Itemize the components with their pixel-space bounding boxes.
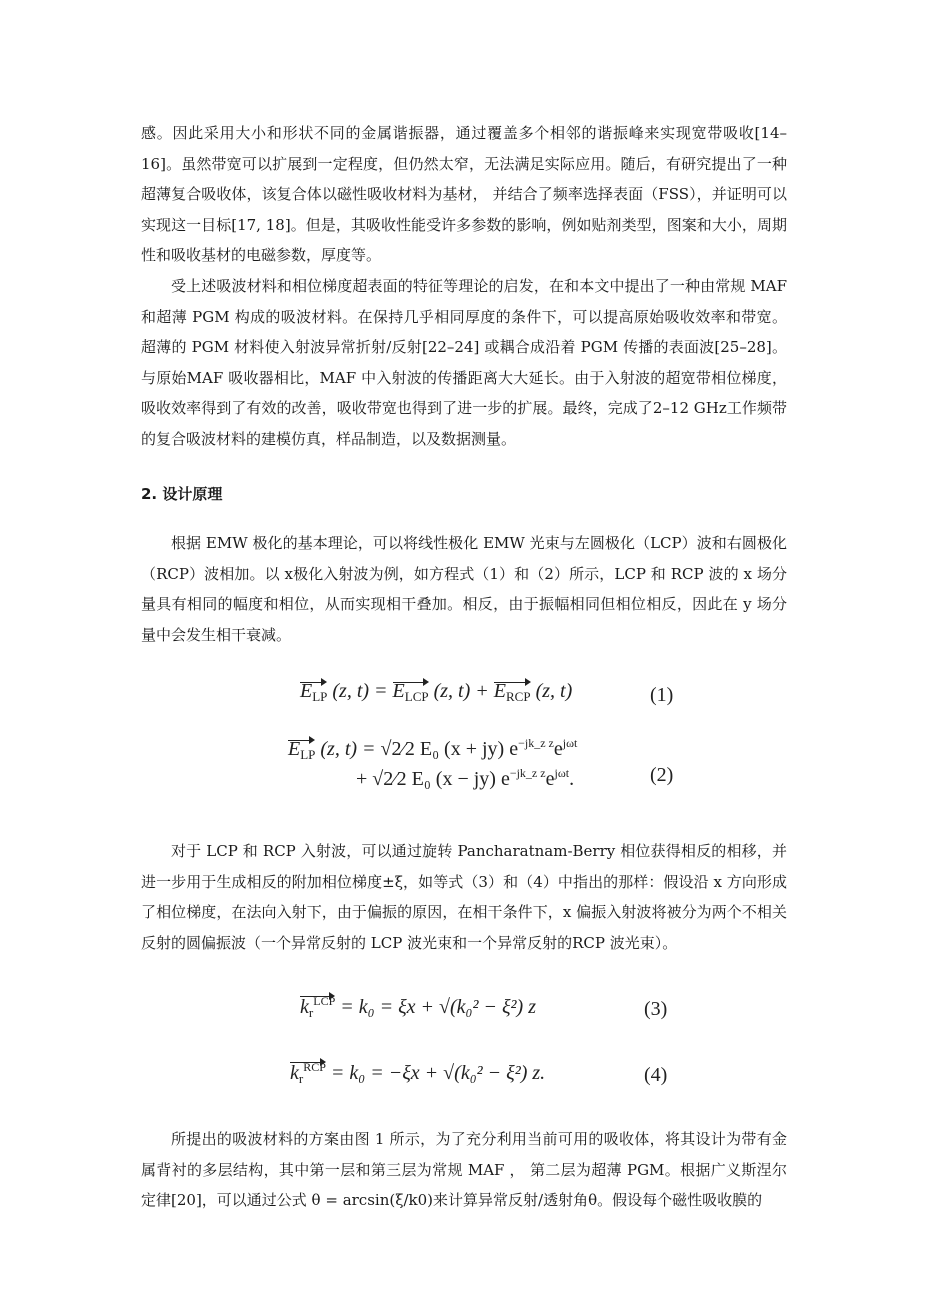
vector-k-r: $k_r^{RCP}$: [290, 1060, 326, 1086]
paragraph-pb-phase: 对于 LCP 和 RCP 入射波，可以通过旋转 Pancharatnam-Berry 相位获得相反的相移，并进一步用于生成相反的附加相位梯度±ξ，如等式（3）和（4）中指出的那样：假设沿 x 方向形成了相位梯度，在法向入射下，由于偏振的原因，在相干条件下，x 偏振入射波将被分为两个不相关反射的圆偏振波（一个异常反射的 LCP 波光束和一个异常反射的RCP 波光束）。: [141, 842, 787, 952]
equation-4-number: (4): [644, 1064, 668, 1086]
paragraph-polarization-theory: 根据 EMW 极化的基本理论，可以将线性极化 EMW 光束与左圆极化（LCP）波和右圆极化（RCP）波相加。以 x极化入射波为例，如方程式（1）和（2）所示，LCP 和 RCP 波的 x 场分量具有相同的幅度和相位，从而实现相干叠加。相反，由于振幅相同但相位相反，因此在 y 场分量中会发生相干衰减。: [141, 534, 787, 644]
vector-k-r: $k_r^{LCP}$: [300, 994, 336, 1020]
vector-e-lp: $E_{LP}$: [288, 738, 316, 762]
equation-2-number: (2): [650, 764, 674, 786]
equation-2-line-2: + √2⁄2 E₀ (x − jy) $e^{-jk\_z z}e^{j\omega t}$.: [356, 766, 575, 790]
vector-e-lp: $E_{LP}$: [300, 680, 328, 704]
equation-4: $k_r^{RCP} = k_0 = -\xi x + √(k_0^2 - \xi^2)$ z.: [290, 1060, 546, 1086]
vector-e-rcp: $E_{RCP}$: [493, 680, 531, 704]
equation-3: $k_r^{LCP} = k_0 = \xi x + √(k_0^2 - \xi^2)$ z: [300, 994, 536, 1020]
paragraph-proposal: 受上述吸波材料和相位梯度超表面的特征等理论的启发，在和本文中提出了一种由常规 MAF 和超薄 PGM 构成的吸波材料。在保持几乎相同厚度的条件下，可以提高原始吸收效率和带宽。超薄的 PGM 材料使入射波异常折射/反射[22–24] 或耦合成沿着 PGM 传播的表面波[25–28]。与原始MAF 吸收器相比，MAF 中入射波的传播距离大大延长。由于入射波的超宽带相位梯度，吸收效率得到了有效的改善，吸收带宽也得到了进一步的扩展。最终，完成了2–12 GHz工作频带的复合吸波材料的建模仿真，样品制造，以及数据测量。: [141, 277, 787, 448]
equation-3-number: (3): [644, 998, 668, 1020]
equation-1: $E_{LP}$ (z, $t) = E_{LCP}$ (z, $t) + E_{RCP}$ (z, t): [300, 680, 573, 704]
equation-1-number: (1): [650, 684, 674, 706]
vector-e-lcp: $E_{LCP}$: [392, 680, 429, 704]
equation-2-line-1: $E_{LP}$ (z, t) = √2⁄2 E₀ (x + jy) $e^{-jk\_z z}e^{j\omega t}$: [288, 736, 578, 762]
paragraph-intro-continued: 感。因此采用大小和形状不同的金属谐振器，通过覆盖多个相邻的谐振峰来实现宽带吸收[14–16]。虽然带宽可以扩展到一定程度，但仍然太窄，无法满足实际应用。随后，有研究提出了一种超薄复合吸收体，该复合体以磁性吸收材料为基材， 并结合了频率选择表面（FSS），并证明可以实现这一目标[17, 18]。但是，其吸收性能受许多参数的影响，例如贴剂类型，图案和大小，周期性和吸收基材的电磁参数，厚度等。: [141, 124, 787, 264]
section-heading: 2. 设计原理: [141, 485, 223, 503]
paragraph-scheme: 所提出的吸波材料的方案由图 1 所示，为了充分利用当前可用的吸收体，将其设计为带有金属背衬的多层结构，其中第一层和第三层为常规 MAF ， 第二层为超薄 PGM。根据广义斯涅尔定律[20]，可以通过公式 θ = arcsin(ξ/k0)来计算异常反射/透射角θ。假设每个磁性吸收膜的: [141, 1130, 787, 1209]
